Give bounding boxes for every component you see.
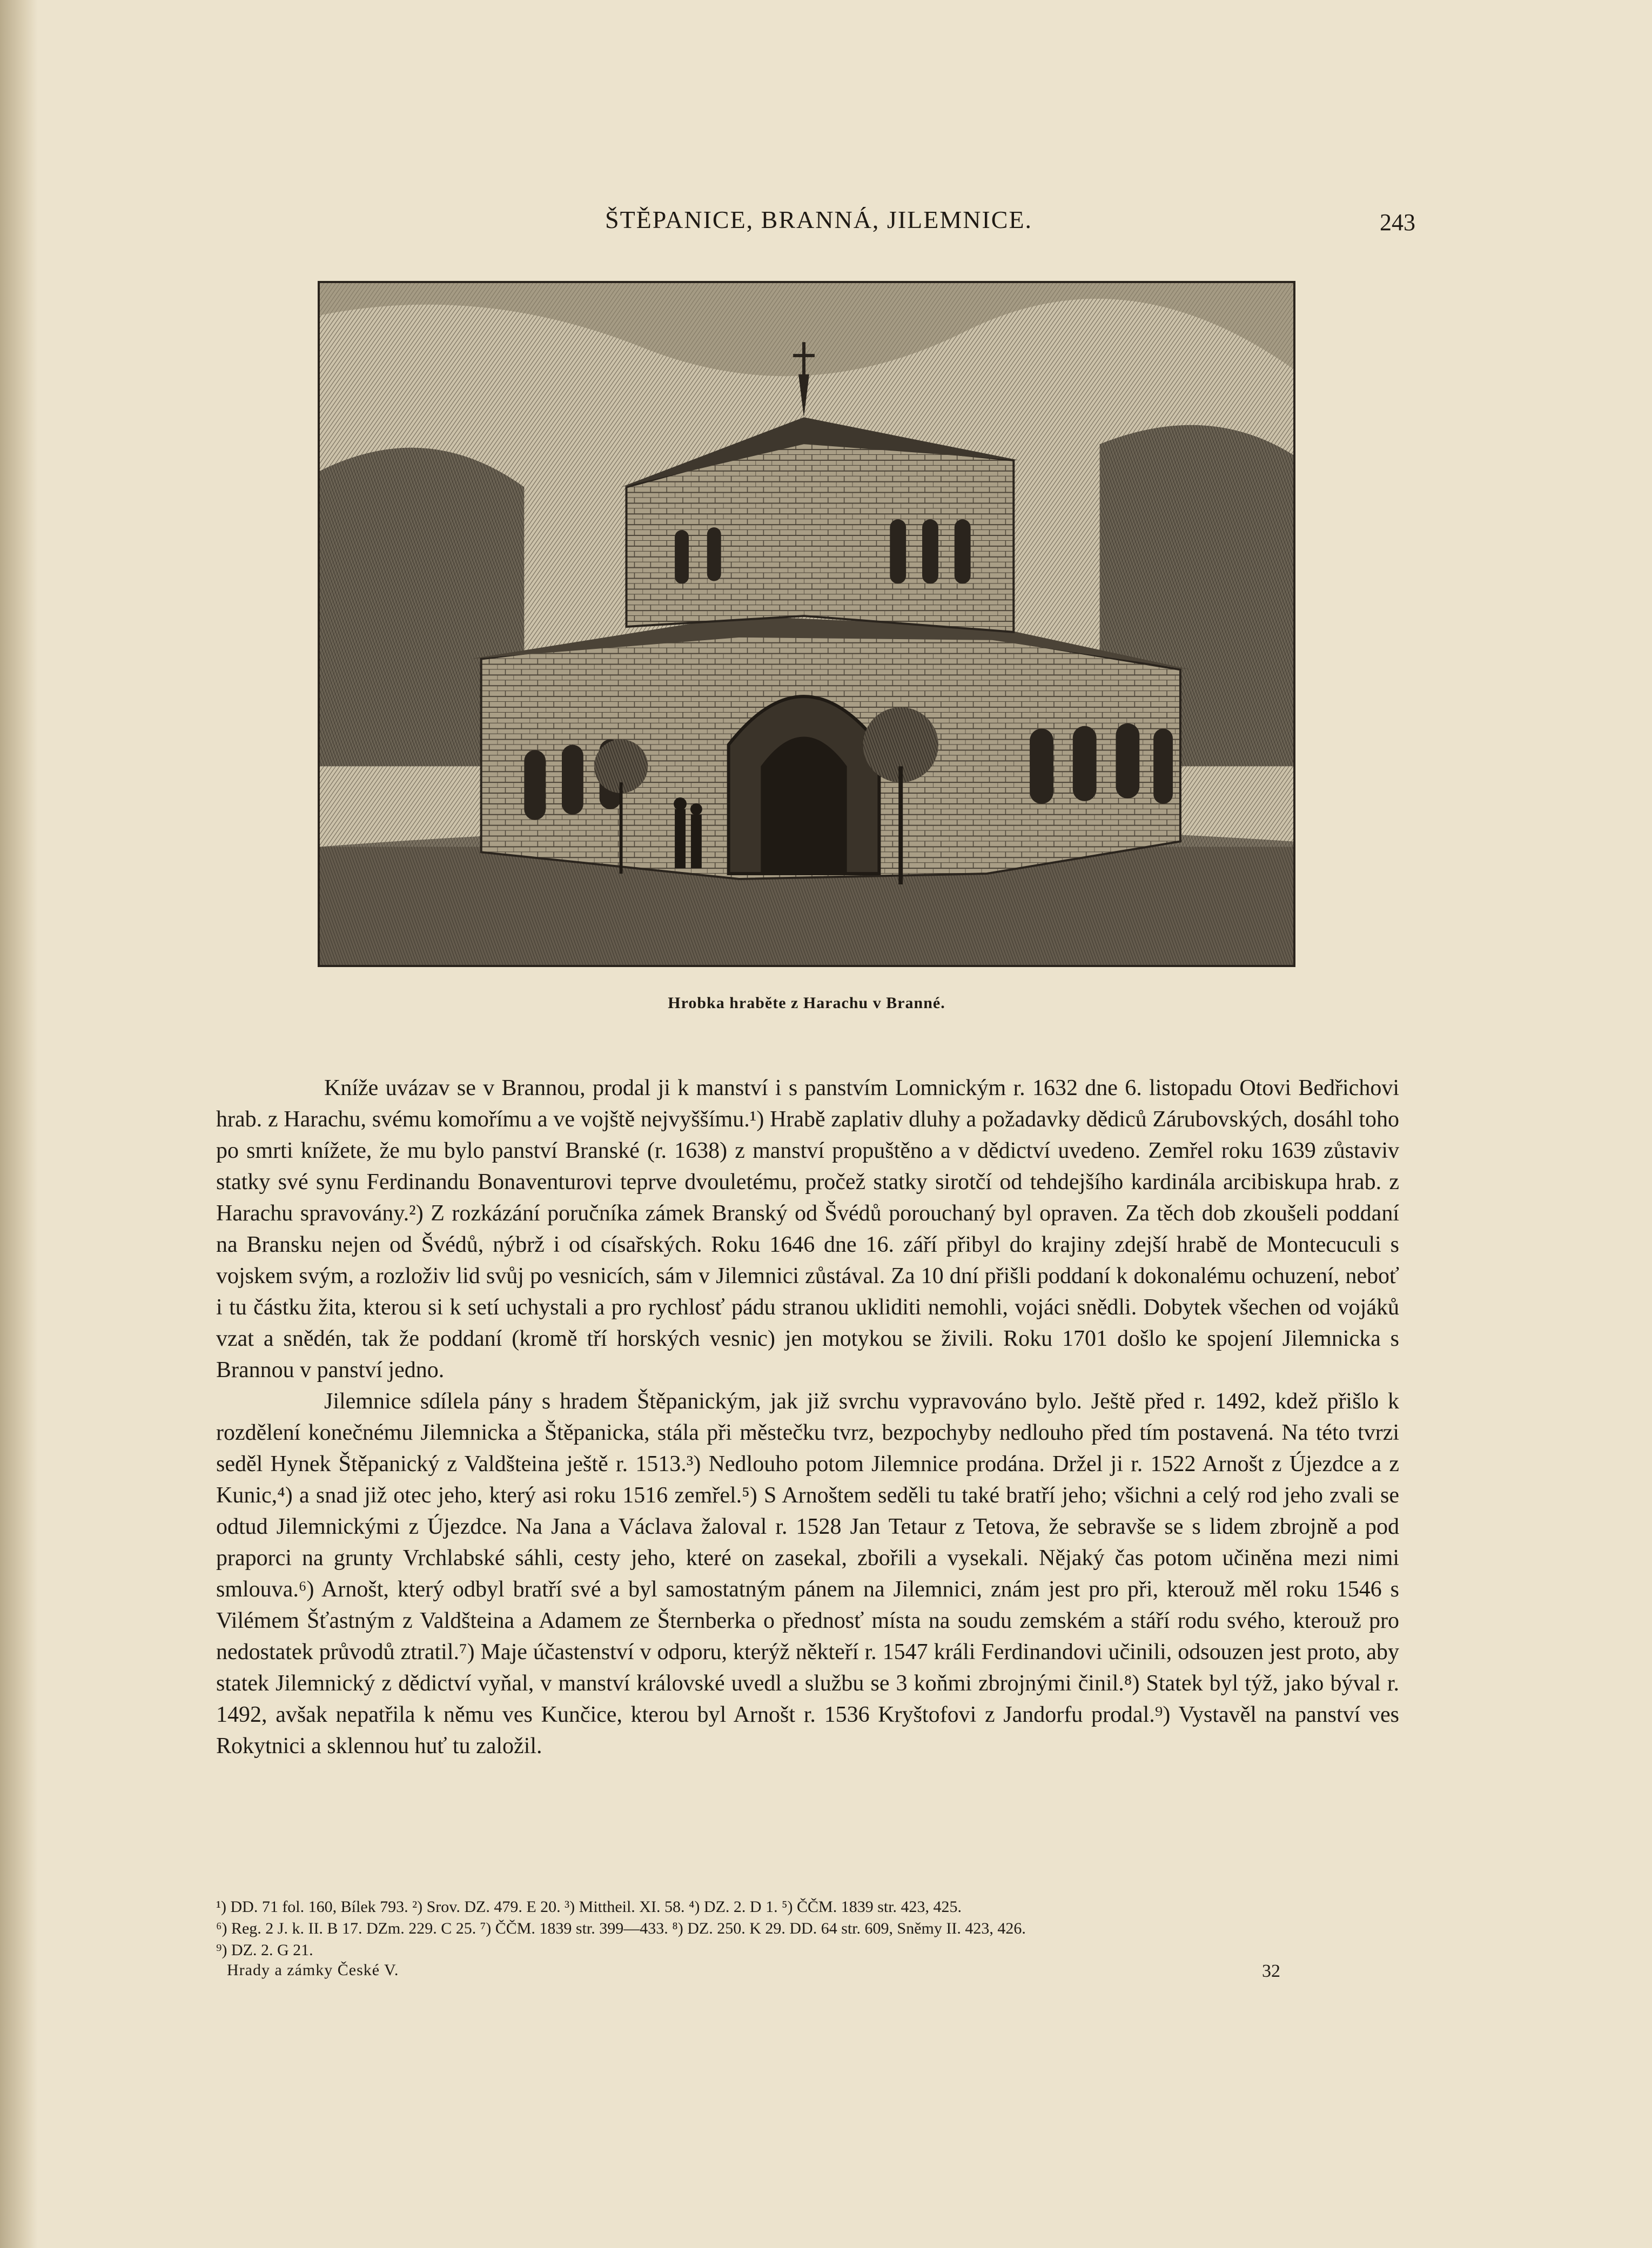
printer-signature: Hrady a zámky České V. [227,1961,399,1979]
page-header [216,205,1426,249]
page-number: 243 [1380,209,1415,236]
body-text [216,1072,1399,1762]
figure-caption: Hrobka hraběte z Harachu v Branné. [668,994,945,1012]
engraving-image [320,283,1293,965]
running-title: ŠTĚPANICE, BRANNÁ, JILEMNICE. [605,206,1033,233]
footnote-line: ⁶) Reg. 2 J. k. II. B 17. DZm. 229. C 25. ⁷) ČČM. 1839 str. 399—433. ⁸) DZ. 250. K 29. DD. 64 str. 609, Sněmy II. 423, 426. [216,1920,1026,1937]
paragraph: Kníže uvázav se v Brannou, prodal ji k manství i s panstvím Lomnickým r. 1632 dne 6. listopadu Otovi Bedřichovi hrab. z Harachu, svému komořímu a ve vojště nejvyššímu.¹) Hrabě zaplativ dluhy a požadavky dědiců Zárubovských, dosáhl toho po smrti knížete, že mu bylo panství Branské (r. 1638) z manství propuštěno a v dědictví uvedeno. Zemřel roku 1639 zůstaviv statky své synu Ferdinandu Bonaventurovi teprve dvouletému, pročež statky sirotčí od tehdejšího kardinála arcibiskupa hrab. z Harachu spravovány.²) Z rozkázání poručníka zámek Branský od Švédů porouchaný byl opraven. Za těch dob zkoušeli poddaní na Bransku nejen od Švédů, nýbrž i od císařských. Roku 1646 dne 16. září přibyl do krajiny zdejší hrabě de Montecuculi s vojskem svým, a rozloživ lid svůj po vesnicích, sám v Jilemnici zůstával. Za 10 dní přišli poddaní k dokonalému ochuzení, neboť i tu částku žita, kterou si k setí uchystali a pro rychlosť pádu stranou ukliditi nemohli, vojáci snědli. Dobytek všechen od vojáků vzat a snědén, tak že poddaní (kromě tří horských vesnic) jen motykou se živili. Roku 1701 došlo ke spojení Jilemnicka s Brannou v panství jedno. [216,1076,1399,1383]
page-footer [227,1961,1280,1988]
footnotes [216,1896,1399,1961]
page-edge-shadow [0,0,38,2248]
illustration-tomb [318,281,1295,967]
sheet-number: 32 [1262,1961,1280,1981]
footnote-line: ⁹) DZ. 2. G 21. [216,1941,313,1959]
footnote-line: ¹) DD. 71 fol. 160, Bílek 793. ²) Srov. DZ. 479. E 20. ³) Mittheil. XI. 58. ⁴) DZ. 2. D 1. ⁵) ČČM. 1839 str. 423, 425. [216,1898,962,1916]
paragraph: Jilemnice sdílela pány s hradem Štěpanickým, jak již svrchu vypravováno bylo. Ještě před r. 1492, kdež přišlo k rozdělení konečnému Jilemnicka a Štěpanicka, stála při městečku tvrz, bezpochyby nedlouho před tím postavená. Na této tvrzi seděl Hynek Štěpanický z Valdšteina ještě r. 1513.³) Nedlouho potom Jilemnice prodána. Držel ji r. 1522 Arnošt z Újezdce a z Kunic,⁴) a snad již otec jeho, který asi roku 1516 zemřel.⁵) S Arnoštem seděli tu také bratří jeho; všichni a celý rod jeho zvali se odtud Jilemnickými z Újezdce. Na Jana a Václava žaloval r. 1528 Jan Tetaur z Tetova, že sebravše se s lidem zbrojně a pod praporci na grunty Vrchlabské sáhli, cesty jeho, které on zasekal, zbořili a vysekali. Nějaký čas potom učiněna mezi nimi smlouva.⁶) Arnošt, který odbyl bratří své a byl samostatným pánem na Jilemnici, znám jest pro při, kterouž měl roku 1546 s Vilémem Šťastným z Valdšteina a Adamem ze Šternberka o přednosť místa na soudu zemském a stáří rodu svého, kterouž pro nedostatek průvodů ztratil.⁷) Maje účastenství v odporu, kterýž někteří r. 1547 králi Ferdinandovi učinili, odsouzen jest proto, aby statek Jilemnický z dědictví vyňal, v manství královské uvedl a službu se 3 koňmi zbrojnými činil.⁸) Statek byl týž, jako býval r. 1492, avšak nepatřila k němu ves Kunčice, kterou byl Arnošt r. 1536 Kryštofovi z Jandorfu prodal.⁹) Vystavěl na panství ves Rokytnici a sklennou huť tu založil. [216,1389,1399,1759]
